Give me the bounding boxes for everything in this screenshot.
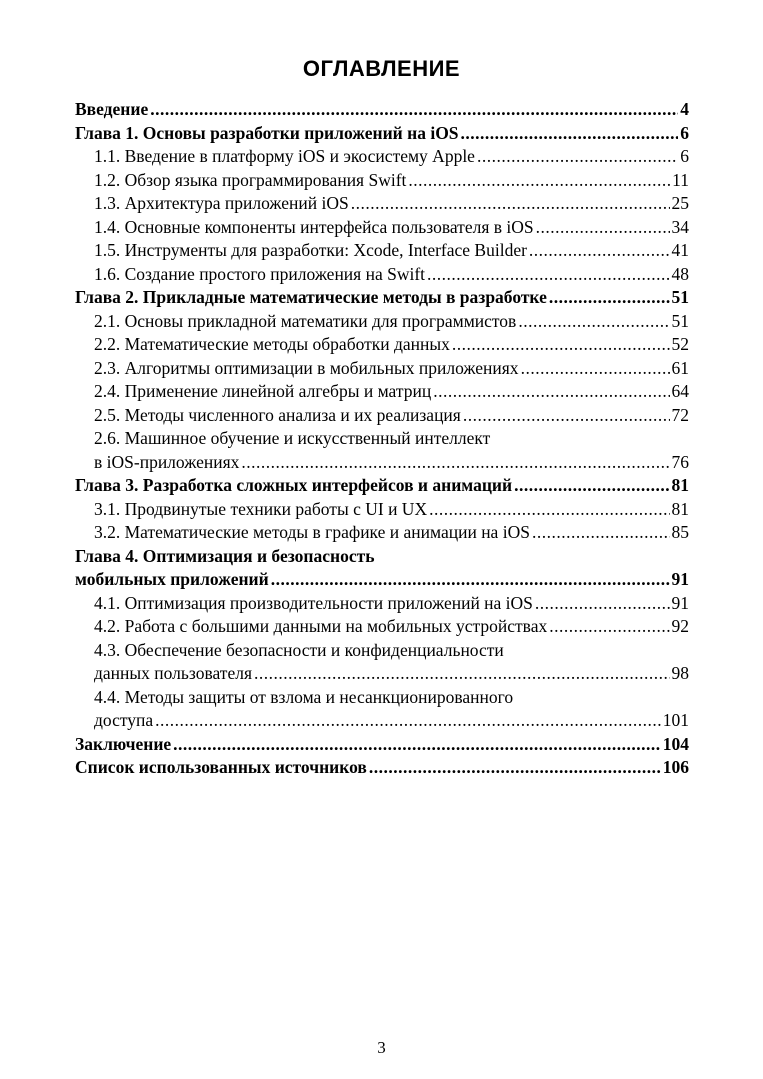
toc-entry-title: 4.1. Оптимизация производительности приложений на iOS [94,592,533,613]
toc-entry-title: 2.6. Машинное обучение и искусственный интеллект [94,428,491,448]
toc-entry-title: Глава 4. Оптимизация и безопасность [75,545,375,566]
dot-leader [150,98,678,122]
toc-entry-title: 2.5. Методы численного анализа и их реализация [94,404,461,425]
toc-line [75,615,689,639]
toc-entry [75,357,689,381]
toc-entry [75,122,689,146]
toc-entry-page: 6 [680,122,689,143]
toc-entry [75,404,689,428]
toc-entry [75,216,689,240]
toc-entry-page: 104 [662,733,689,754]
toc-entry-title: 3.1. Продвинутые техники работы с UI и UX [94,498,428,519]
toc-line-wrapped [75,545,689,569]
dot-leader [518,310,669,334]
toc-line [75,357,689,381]
toc-entry-page: 92 [671,616,689,636]
toc-line-wrapped [75,686,689,710]
toc-entry [75,615,689,639]
toc-entry-page: 25 [671,193,689,213]
dot-leader [408,169,670,193]
toc-line [75,239,689,263]
toc-entry-title: Глава 3. Разработка сложных интерфейсов и анимаций [75,475,513,495]
dot-leader [427,263,669,287]
toc-line [75,192,689,216]
page-number: 3 [377,1038,386,1057]
toc-entry [75,98,689,122]
toc-entry-page: 34 [671,216,689,237]
toc-line [75,122,689,146]
toc-line [75,474,689,498]
dot-leader [532,521,670,545]
toc-line [75,498,689,522]
toc-entry-page: 101 [662,710,689,730]
toc-line-wrapped [75,639,689,663]
toc-line [75,451,689,475]
dot-leader [241,451,669,475]
toc-entry [75,498,689,522]
toc-entry-title: мобильных приложений [75,569,269,589]
dot-leader [433,380,669,404]
toc-entry-title: 4.3. Обеспечение безопасности и конфиденциальности [94,639,504,660]
toc-entry-title: 1.5. Инструменты для разработки: Xcode, Interface Builder [94,240,527,260]
toc-entry-title: 1.6. Создание простого приложения на Swift [94,263,426,284]
dot-leader [452,333,670,357]
toc-entry-page: 76 [671,451,689,472]
toc-entry-page: 64 [671,381,689,401]
dot-leader [536,216,670,240]
page-title: ОГЛАВЛЕНИЕ [302,56,461,81]
toc-entry-title: 1.1. Введение в платформу iOS и экосистему Apple [94,146,475,166]
dot-leader [549,615,669,639]
toc-entry-page: 6 [680,146,689,166]
dot-leader [351,192,670,216]
toc-entry-page: 51 [671,287,689,307]
toc-line [75,286,689,310]
table-of-contents [75,98,689,780]
toc-entry-page: 81 [671,475,689,495]
toc-line [75,169,689,193]
toc-entry-title: 2.2. Математические методы обработки данных [94,334,450,354]
toc-entry-title: Список использованных источников [75,757,367,777]
toc-line [75,592,689,616]
toc-line [75,263,689,287]
toc-entry-page: 52 [671,334,689,354]
toc-entry [75,427,689,474]
dot-leader [429,498,669,522]
toc-entry-page: 4 [680,99,689,119]
toc-entry-page: 85 [671,522,689,542]
toc-entry [75,639,689,686]
toc-entry-page: 91 [671,569,689,589]
toc-entry [75,592,689,616]
toc-entry-page: 106 [662,757,689,777]
toc-entry-title: 2.1. Основы прикладной математики для программистов [94,310,517,331]
toc-line [75,709,689,733]
toc-entry-title: 1.3. Архитектура приложений iOS [94,193,349,213]
dot-leader [529,239,670,263]
toc-entry-title: Глава 2. Прикладные математические методы в разработке [75,287,547,307]
toc-entry [75,474,689,498]
toc-entry-page: 81 [671,498,689,519]
toc-line [75,98,689,122]
toc-entry-page: 48 [671,263,689,284]
toc-line [75,404,689,428]
toc-entry-title: 3.2. Математические методы в графике и анимации на iOS [94,522,530,542]
dot-leader [173,733,661,757]
toc-entry-page: 91 [671,592,689,613]
dot-leader [271,568,670,592]
toc-line [75,733,689,757]
toc-entry [75,380,689,404]
toc-entry-title: 2.4. Применение линейной алгебры и матриц [94,381,432,401]
toc-line [75,145,689,169]
toc-entry [75,733,689,757]
toc-line [75,521,689,545]
toc-entry-title: Глава 1. Основы разработки приложений на iOS [75,122,459,143]
toc-entry-title: 4.4. Методы защиты от взлома и несанкционированного [94,686,514,707]
toc-entry [75,192,689,216]
toc-entry-title: 1.4. Основные компоненты интерфейса пользователя в iOS [94,216,534,237]
toc-line [75,216,689,240]
toc-entry [75,686,689,733]
toc-entry [75,239,689,263]
dot-leader [461,122,679,146]
dot-leader [369,756,661,780]
toc-entry-page: 11 [672,169,689,190]
toc-entry-title: в iOS-приложениях [94,451,240,472]
toc-line [75,662,689,686]
toc-entry-title: данных пользователя [94,663,252,683]
toc-entry-title: 2.3. Алгоритмы оптимизации в мобильных приложениях [94,357,519,378]
toc-entry [75,145,689,169]
toc-entry-title: 4.2. Работа с большими данными на мобильных устройствах [94,616,548,636]
toc-entry [75,310,689,334]
dot-leader [254,662,670,686]
toc-line [75,310,689,334]
toc-entry-page: 98 [671,663,689,683]
toc-entry-page: 41 [671,240,689,260]
toc-entry-page: 61 [671,357,689,378]
toc-entry [75,169,689,193]
toc-entry [75,263,689,287]
toc-entry-title: Введение [75,99,149,119]
dot-leader [155,709,661,733]
toc-entry-title: Заключение [75,733,172,754]
toc-entry [75,333,689,357]
dot-leader [549,286,670,310]
toc-entry [75,545,689,592]
toc-line [75,333,689,357]
toc-entry-title: доступа [94,710,154,730]
toc-entry [75,756,689,780]
dot-leader [514,474,669,498]
toc-line-wrapped [75,427,689,451]
toc-line [75,756,689,780]
dot-leader [521,357,670,381]
dot-leader [463,404,670,428]
toc-entry-title: 1.2. Обзор языка программирования Swift [94,169,407,190]
toc-line [75,380,689,404]
dot-leader [477,145,678,169]
dot-leader [535,592,670,616]
toc-line [75,568,689,592]
toc-entry [75,521,689,545]
toc-entry-page: 51 [671,310,689,331]
toc-entry [75,286,689,310]
toc-entry-page: 72 [671,404,689,425]
